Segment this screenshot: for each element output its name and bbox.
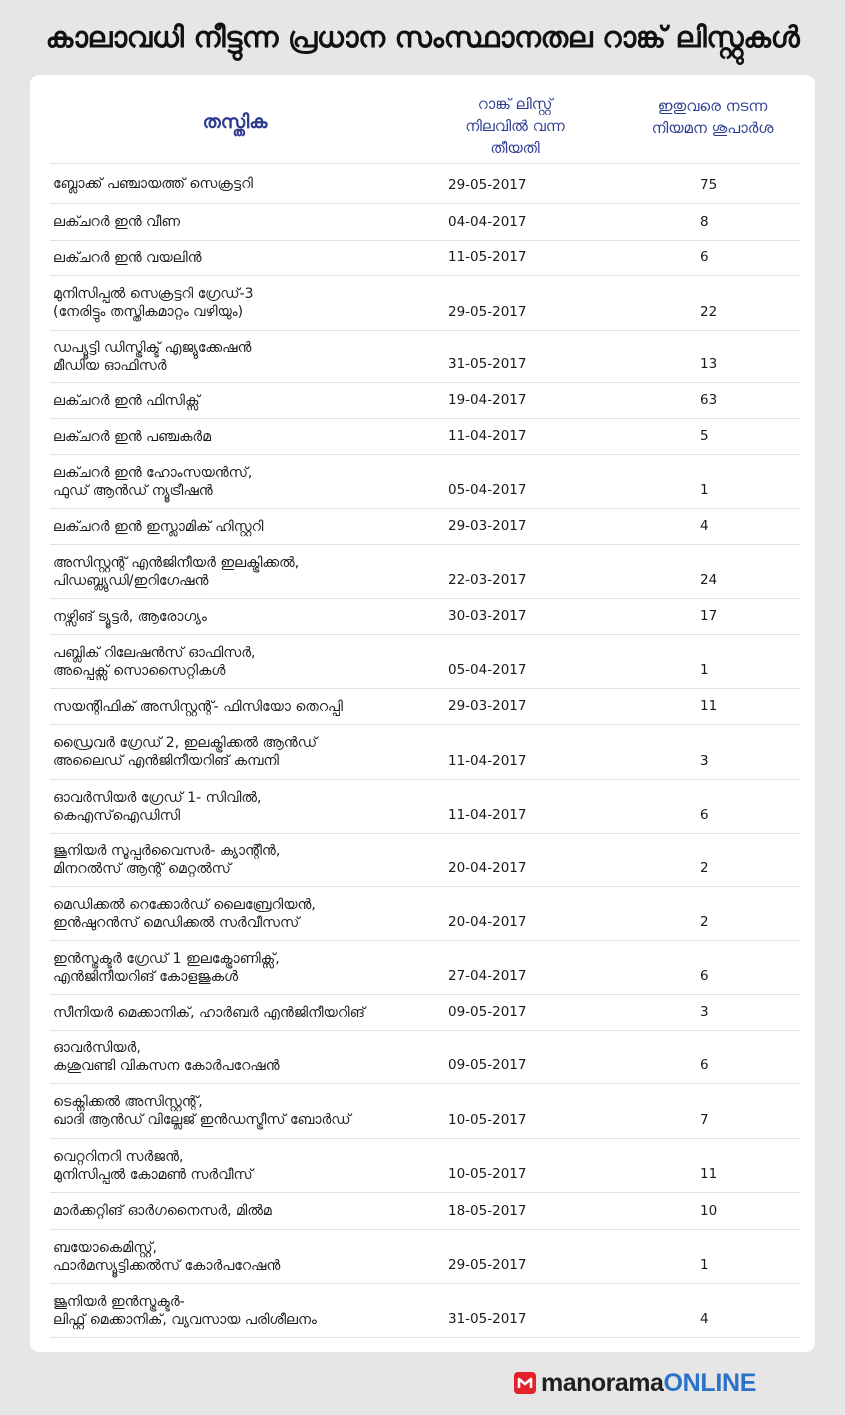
post-line: അലൈഡ് എൻജിനീയറിങ് കമ്പനി — [53, 753, 279, 769]
date-cell: 29-03-2017 — [448, 698, 527, 714]
post-line: പിഡബ്ല്യുഡി/ഇറിഗേഷൻ — [53, 572, 209, 589]
count-cell: 6 — [700, 1057, 709, 1073]
date-cell: 31-05-2017 — [448, 1311, 527, 1327]
count-cell: 1 — [700, 1257, 709, 1273]
post-line: സീനിയർ മെക്കാനിക്, ഹാർബർ എൻജിനീയറിങ് — [53, 1004, 365, 1021]
post-cell — [53, 995, 448, 1030]
count-cell: 6 — [700, 807, 709, 823]
post-cell — [53, 276, 448, 330]
count-cell: 4 — [700, 518, 709, 534]
count-cell: 17 — [700, 608, 718, 624]
table-row — [50, 1139, 800, 1193]
count-cell: 24 — [700, 572, 718, 588]
post-cell — [53, 1230, 448, 1283]
date-cell: 05-04-2017 — [448, 662, 527, 678]
post-line: അപ്പെക്സ് സൊസൈറ്റികൾ — [53, 662, 226, 679]
post-cell — [53, 887, 448, 940]
post-line: (നേരിട്ടും തസ്തികമാറ്റം വഴിയും) — [53, 304, 244, 320]
manorama-online-logo — [514, 1370, 756, 1396]
table-row — [50, 545, 800, 599]
post-line: നഴ്സിങ് ട്യൂട്ടർ, ആരോഗ്യം — [53, 608, 207, 625]
header-date-line: നിലവിൽ വന്ന — [465, 117, 565, 135]
post-line: ഡപ്യൂട്ടി ഡിസ്ട്രിക്ട് എജ്യുക്കേഷൻ — [53, 339, 252, 356]
post-line: പബ്ലിക് റിലേഷൻസ് ഓഫിസർ, — [53, 644, 256, 661]
post-line: സയന്റിഫിക് അസിസ്റ്റന്റ്- ഫിസിയോ തെറപ്പി — [53, 698, 343, 715]
post-cell — [53, 635, 448, 688]
count-cell: 8 — [700, 214, 709, 230]
table-row — [50, 276, 800, 331]
header-count-line: നിയമന ശുപാർശ — [651, 119, 774, 137]
page-title: കാലാവധി നീട്ടുന്ന പ്രധാന സംസ്ഥാനതല റാങ്ക് ലിസ്റ്റുകൾ — [45, 20, 800, 54]
date-cell: 10-05-2017 — [448, 1166, 527, 1182]
post-cell — [53, 1193, 448, 1229]
header-count-line: ഇതുവരെ നടന്ന — [657, 97, 768, 115]
post-cell — [53, 383, 448, 418]
post-line: വെറ്ററിനറി സർജൻ, — [53, 1148, 184, 1165]
post-line: ഇൻഷുറൻസ് മെഡിക്കൽ സർവീസസ് — [53, 914, 300, 931]
post-cell — [53, 545, 448, 598]
date-cell: 09-05-2017 — [448, 1004, 527, 1020]
table-row — [50, 635, 800, 689]
table-header — [50, 75, 800, 163]
post-line: ഖാദി ആൻഡ് വില്ലേജ് ഇൻഡസ്ട്രീസ് ബോർഡ് — [53, 1112, 351, 1128]
post-line: എൻജിനീയറിങ് കോളജുകൾ — [53, 968, 239, 985]
post-cell — [53, 689, 448, 724]
logo-wordmark: manorama — [541, 1368, 664, 1397]
rank-list-table — [30, 75, 815, 1352]
post-cell — [53, 164, 448, 203]
post-line: മുനിസിപ്പൽ സെക്രട്ടറി ഗ്രേഡ്-3 — [53, 286, 254, 302]
date-cell: 11-04-2017 — [448, 807, 527, 823]
date-cell: 04-04-2017 — [448, 214, 527, 230]
count-cell: 6 — [700, 968, 709, 984]
post-cell — [53, 1284, 448, 1337]
post-line: മിനറൽസ് ആന്റ് മെറ്റൽസ് — [53, 861, 231, 877]
table-row — [50, 941, 800, 995]
table-row — [50, 887, 800, 941]
post-line: കെഎസ്ഐഡിസി — [53, 807, 181, 824]
post-line: ബയോകെമിസ്റ്റ്, — [53, 1239, 158, 1256]
post-line: ലക്ചറർ ഇൻ വയലിൻ — [53, 250, 202, 266]
post-cell — [53, 1031, 448, 1083]
table-row — [50, 689, 800, 725]
header-count — [625, 95, 800, 139]
count-cell: 13 — [700, 356, 718, 372]
post-cell — [53, 780, 448, 833]
post-cell — [53, 455, 448, 508]
date-cell: 29-05-2017 — [448, 177, 527, 193]
logo-suffix: ONLINE — [663, 1368, 757, 1397]
date-cell: 30-03-2017 — [448, 608, 527, 624]
count-cell: 2 — [700, 860, 709, 876]
post-line: ഡ്രൈവർ ഗ്രേഡ് 2, ഇലക്ട്രിക്കൽ ആൻഡ് — [53, 735, 318, 751]
header-date-line: റാങ്ക് ലിസ്റ്റ് — [477, 95, 553, 113]
post-line: ലക്ചറർ ഇൻ ഫിസിക്സ് — [53, 392, 200, 409]
post-line: ലക്ചറർ ഇൻ ഹോംസയൻസ്, — [53, 464, 253, 481]
count-cell: 3 — [700, 753, 709, 769]
date-cell: 20-04-2017 — [448, 860, 527, 876]
date-cell: 22-03-2017 — [448, 572, 527, 588]
post-cell — [53, 725, 448, 779]
manorama-m-icon — [514, 1372, 536, 1394]
table-row — [50, 834, 800, 887]
table-row — [50, 995, 800, 1031]
table-row — [50, 164, 800, 204]
table-row — [50, 599, 800, 635]
count-cell: 4 — [700, 1311, 709, 1327]
table-row — [50, 383, 800, 419]
post-line: ഓവർസിയർ, — [53, 1040, 141, 1056]
count-cell: 1 — [700, 482, 709, 498]
post-line: ടെക്നിക്കൽ അസിസ്റ്റന്റ്, — [53, 1094, 203, 1110]
post-line: മുനിസിപ്പൽ കോമൺ സർവീസ് — [53, 1166, 253, 1183]
count-cell: 2 — [700, 914, 709, 930]
count-cell: 6 — [700, 249, 709, 265]
table-row — [50, 1193, 800, 1230]
date-cell: 18-05-2017 — [448, 1203, 527, 1219]
table-row — [50, 1230, 800, 1284]
post-line: കശുവണ്ടി വികസന കോർപറേഷൻ — [53, 1058, 280, 1074]
header-post: തസ്തിക — [202, 111, 268, 133]
table-row — [50, 241, 800, 276]
table-body — [50, 163, 800, 1338]
post-line: ലക്ചറർ ഇൻ വീണ — [53, 214, 180, 230]
post-line: അസിസ്റ്റന്റ് എൻജിനീയർ ഇലക്ട്രിക്കൽ, — [53, 554, 300, 571]
date-cell: 29-05-2017 — [448, 1257, 527, 1273]
post-line: ജൂനിയർ സൂപ്പർവൈസർ- ക്യാന്റീൻ, — [53, 843, 281, 859]
post-line: ഇൻസ്ട്രക്ടർ ഗ്രേഡ് 1 ഇലക്ട്രോണിക്സ്, — [53, 950, 280, 967]
date-cell: 11-05-2017 — [448, 249, 527, 265]
post-cell — [53, 419, 448, 454]
post-cell — [53, 599, 448, 634]
post-line: മീഡിയ ഓഫിസർ — [53, 357, 167, 374]
post-cell — [53, 1084, 448, 1138]
header-date — [440, 93, 590, 159]
table-row — [50, 1031, 800, 1084]
post-line: ഫുഡ് ആൻഡ് ന്യൂട്രീഷൻ — [53, 482, 213, 499]
count-cell: 3 — [700, 1004, 709, 1020]
date-cell: 05-04-2017 — [448, 482, 527, 498]
post-line: ലക്ചറർ ഇൻ ഇസ്ലാമിക് ഹിസ്റ്ററി — [53, 518, 264, 535]
post-cell — [53, 1139, 448, 1192]
date-cell: 09-05-2017 — [448, 1057, 527, 1073]
date-cell: 31-05-2017 — [448, 356, 527, 372]
date-cell: 11-04-2017 — [448, 753, 527, 769]
table-row — [50, 1084, 800, 1139]
table-row — [50, 419, 800, 455]
count-cell: 5 — [700, 428, 709, 444]
post-line: ലക്ചറർ ഇൻ പഞ്ചകർമ — [53, 428, 212, 445]
count-cell: 10 — [700, 1203, 718, 1219]
post-cell — [53, 331, 448, 382]
post-cell — [53, 204, 448, 240]
count-cell: 22 — [700, 304, 718, 320]
table-row — [50, 204, 800, 241]
table-row — [50, 331, 800, 383]
table-row — [50, 509, 800, 545]
count-cell: 75 — [700, 177, 718, 193]
date-cell: 27-04-2017 — [448, 968, 527, 984]
count-cell: 63 — [700, 392, 718, 408]
post-line: മാർക്കറ്റിങ് ഓർഗനൈസർ, മിൽമ — [53, 1203, 272, 1219]
date-cell: 20-04-2017 — [448, 914, 527, 930]
count-cell: 7 — [700, 1112, 709, 1128]
date-cell: 10-05-2017 — [448, 1112, 527, 1128]
post-line: ലിഫ്റ്റ് മെക്കാനിക്, വ്യവസായ പരിശീലനം — [53, 1311, 317, 1328]
table-row — [50, 1284, 800, 1338]
post-cell — [53, 941, 448, 994]
post-line: ബ്ലോക്ക് പഞ്ചായത്ത് സെക്രട്ടറി — [53, 175, 253, 192]
header-date-line: തീയതി — [490, 139, 540, 157]
table-row — [50, 455, 800, 509]
table-row — [50, 780, 800, 834]
post-line: ഫാർമസ്യൂട്ടിക്കൽസ് കോർപറേഷൻ — [53, 1257, 281, 1274]
post-line: മെഡിക്കൽ റെക്കോർഡ് ലൈബ്രേറിയൻ, — [53, 896, 316, 913]
post-line: ഓവർസിയർ ഗ്രേഡ് 1- സിവിൽ, — [53, 789, 262, 806]
count-cell: 11 — [700, 1166, 718, 1182]
count-cell: 11 — [700, 698, 718, 714]
post-cell — [53, 509, 448, 544]
date-cell: 19-04-2017 — [448, 392, 527, 408]
count-cell: 1 — [700, 662, 709, 678]
date-cell: 11-04-2017 — [448, 428, 527, 444]
post-cell — [53, 834, 448, 886]
post-cell — [53, 241, 448, 275]
post-line: ജൂനിയർ ഇൻസ്ട്രക്ടർ- — [53, 1293, 185, 1310]
date-cell: 29-03-2017 — [448, 518, 527, 534]
table-row — [50, 725, 800, 780]
date-cell: 29-05-2017 — [448, 304, 527, 320]
